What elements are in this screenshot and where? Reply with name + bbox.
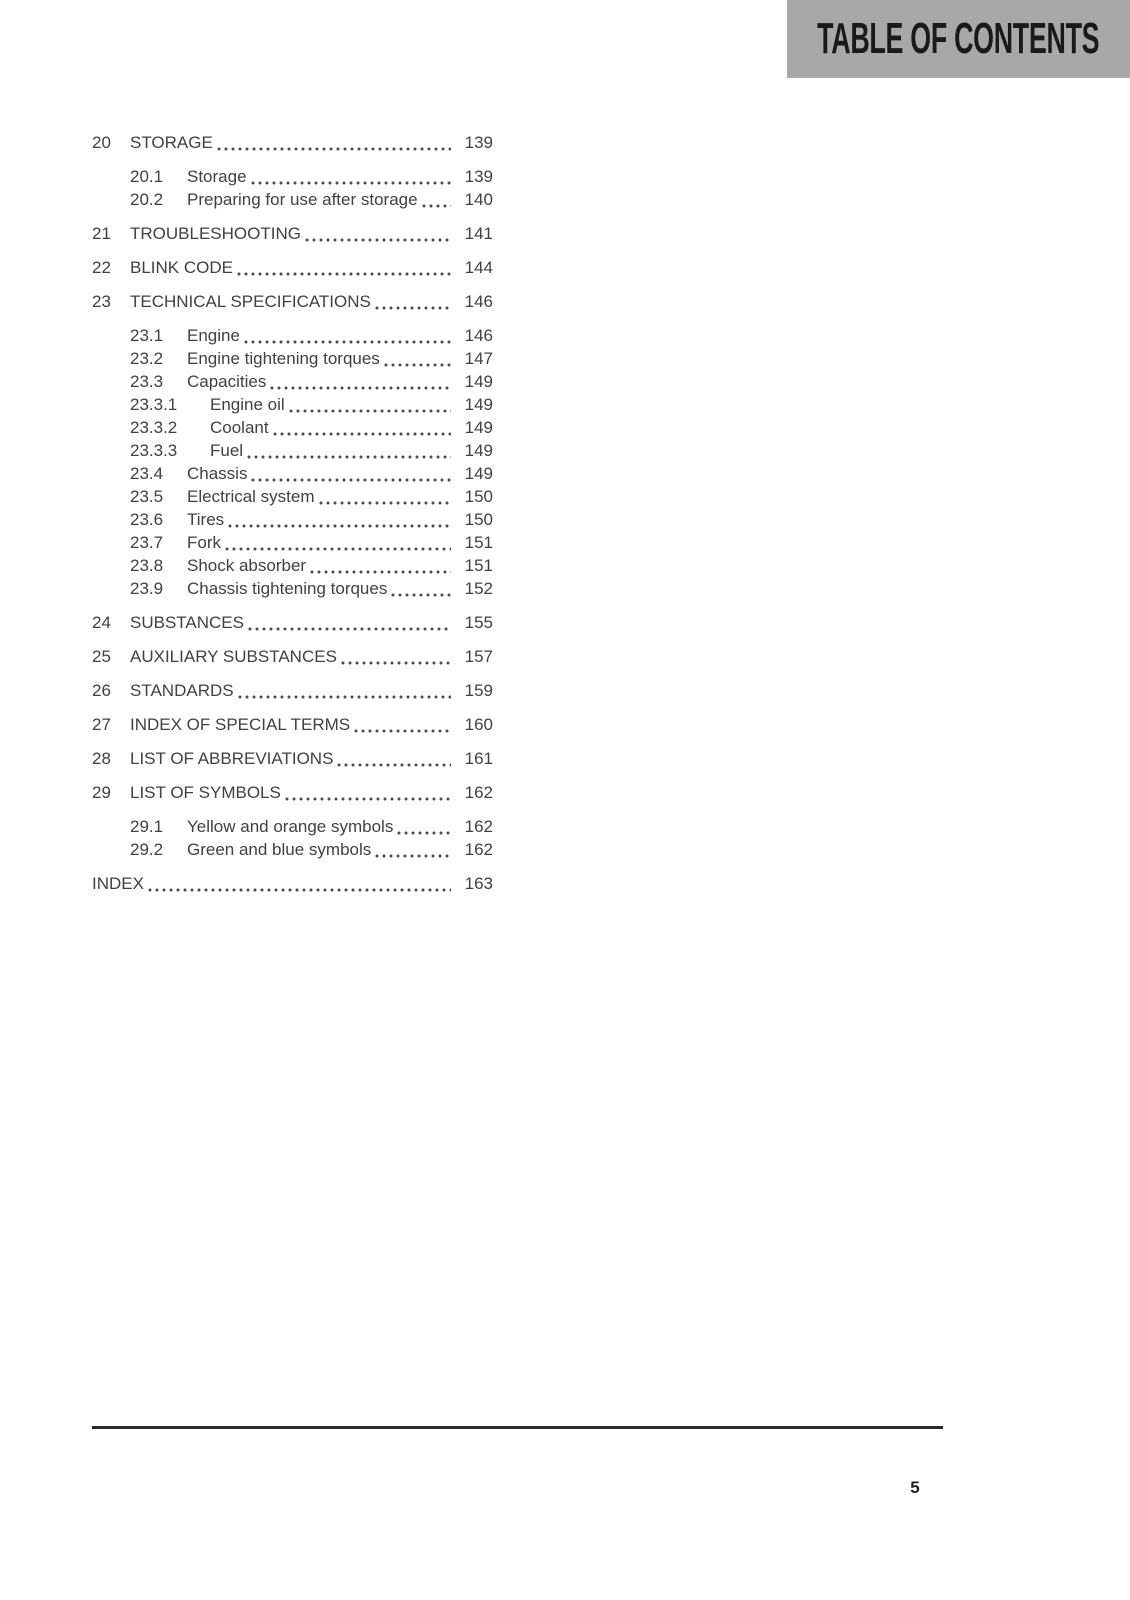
toc-dot-leader xyxy=(237,256,451,279)
toc-entry-number: 23.3.1 xyxy=(130,395,178,414)
toc-dot-leader xyxy=(228,508,451,531)
toc-entry xyxy=(92,508,493,531)
toc-dot-leader xyxy=(354,713,451,736)
toc-entry-title: Fork xyxy=(187,533,221,552)
toc-entry-page: 150 xyxy=(464,487,493,506)
toc-dot-leader xyxy=(251,165,451,188)
toc-entry-page: 151 xyxy=(464,533,493,552)
toc-entry xyxy=(92,131,493,154)
header-banner xyxy=(787,0,1130,78)
toc-entry-number: 23.3.3 xyxy=(130,441,178,460)
toc-dot-leader xyxy=(375,290,451,313)
toc-entry-title: TROUBLESHOOTING xyxy=(130,224,301,243)
toc-entry-page: 139 xyxy=(464,133,493,152)
toc-dot-leader xyxy=(244,324,451,347)
toc-entry-title: Fuel xyxy=(210,441,244,460)
toc-entry-number: 23.2 xyxy=(130,349,164,368)
toc-entry-title: INDEX xyxy=(92,874,144,893)
toc-entry-number: 29 xyxy=(92,783,111,802)
toc-entry-number: 23.7 xyxy=(130,533,164,552)
toc-entry-page: 147 xyxy=(464,349,493,368)
toc-entry-number: 23.6 xyxy=(130,510,164,529)
toc-entry-page: 162 xyxy=(464,817,493,836)
toc-dot-leader xyxy=(248,611,451,634)
toc-entry-number: 20.1 xyxy=(130,167,164,186)
toc-entry xyxy=(92,188,493,211)
toc-entry-page: 140 xyxy=(464,190,493,209)
toc-entry-page: 149 xyxy=(464,372,493,391)
toc-dot-leader xyxy=(305,222,451,245)
toc-entry xyxy=(92,462,493,485)
toc-entry-page: 146 xyxy=(464,292,493,311)
toc-entry-page: 159 xyxy=(464,681,493,700)
toc-entry xyxy=(92,290,493,313)
toc-entry-title: Yellow and orange symbols xyxy=(187,817,394,836)
toc-dot-leader xyxy=(375,838,451,861)
toc-dot-leader xyxy=(217,131,451,154)
toc-entry xyxy=(92,393,493,416)
toc-dot-leader xyxy=(251,462,451,485)
toc-entry-page: 162 xyxy=(464,783,493,802)
toc-dot-leader xyxy=(384,347,451,370)
toc-entry-page: 149 xyxy=(464,464,493,483)
toc-entry-page: 149 xyxy=(464,418,493,437)
toc-entry-title: SUBSTANCES xyxy=(130,613,244,632)
toc-entry-title: Storage xyxy=(187,167,247,186)
toc-entry-title: Tires xyxy=(187,510,225,529)
toc-entry-title: AUXILIARY SUBSTANCES xyxy=(130,647,337,666)
toc-entry-number: 21 xyxy=(92,224,111,243)
toc-entry-number: 23.4 xyxy=(130,464,164,483)
toc-entry-title: LIST OF SYMBOLS xyxy=(130,783,281,802)
toc-entry-number: 23.1 xyxy=(130,326,164,345)
toc-entry-number: 23.3 xyxy=(130,372,164,391)
toc-list xyxy=(92,120,493,906)
toc-entry-title: TECHNICAL SPECIFICATIONS xyxy=(130,292,371,311)
toc-entry-page: 162 xyxy=(464,840,493,859)
toc-entry-number: 24 xyxy=(92,613,111,632)
toc-entry-page: 160 xyxy=(464,715,493,734)
toc-entry-number: 23.3.2 xyxy=(130,418,178,437)
toc-entry-page: 157 xyxy=(464,647,493,666)
toc-entry-title: BLINK CODE xyxy=(130,258,233,277)
toc-dot-leader xyxy=(397,815,451,838)
toc-entry-number: 23.5 xyxy=(130,487,164,506)
toc-entry-number: 29.2 xyxy=(130,840,164,859)
toc-entry xyxy=(92,781,493,804)
toc-entry-title: Coolant xyxy=(210,418,269,437)
footer-rule xyxy=(92,1426,943,1429)
toc-dot-leader xyxy=(422,188,451,211)
toc-entry xyxy=(92,416,493,439)
toc-entry-number: 29.1 xyxy=(130,817,164,836)
toc-dot-leader xyxy=(273,416,451,439)
toc-entry-page: 146 xyxy=(464,326,493,345)
toc-entry-number: 23.8 xyxy=(130,556,164,575)
toc-entry-number: 20.2 xyxy=(130,190,164,209)
toc-entry-page: 141 xyxy=(464,224,493,243)
toc-entry-page: 149 xyxy=(464,395,493,414)
toc-entry-title: Engine tightening torques xyxy=(187,349,380,368)
toc-entry-page: 144 xyxy=(464,258,493,277)
toc-dot-leader xyxy=(341,645,451,668)
toc-dot-leader xyxy=(270,370,451,393)
toc-dot-leader xyxy=(391,577,451,600)
toc-entry-title: Electrical system xyxy=(187,487,315,506)
toc-entry xyxy=(92,485,493,508)
toc-entry xyxy=(92,577,493,600)
toc-dot-leader xyxy=(148,872,451,895)
toc-entry xyxy=(92,713,493,736)
toc-entry xyxy=(92,645,493,668)
toc-entry xyxy=(92,324,493,347)
toc-entry-title: STORAGE xyxy=(130,133,213,152)
toc-entry xyxy=(92,611,493,634)
toc-entry xyxy=(92,531,493,554)
toc-entry-title: Green and blue symbols xyxy=(187,840,372,859)
toc-dot-leader xyxy=(247,439,451,462)
toc-entry-title: Engine xyxy=(187,326,240,345)
page-title: TABLE OF CONTENTS xyxy=(817,14,1100,63)
toc-dot-leader xyxy=(310,554,451,577)
toc-entry-title: Engine oil xyxy=(210,395,285,414)
toc-entry xyxy=(92,256,493,279)
toc-entry-page: 163 xyxy=(464,874,493,893)
toc-entry-title: Capacities xyxy=(187,372,267,391)
toc-entry-title: STANDARDS xyxy=(130,681,234,700)
toc-dot-leader xyxy=(238,679,451,702)
toc-entry-title: Chassis tightening torques xyxy=(187,579,388,598)
toc-entry-number: 25 xyxy=(92,647,111,666)
toc-entry xyxy=(92,222,493,245)
toc-dot-leader xyxy=(319,485,451,508)
toc-dot-leader xyxy=(337,747,451,770)
toc-entry xyxy=(92,347,493,370)
toc-dot-leader xyxy=(289,393,451,416)
toc-entry xyxy=(92,679,493,702)
toc-entry-page: 151 xyxy=(464,556,493,575)
toc-entry-number: 27 xyxy=(92,715,111,734)
toc-entry-page: 161 xyxy=(464,749,493,768)
toc-entry-page: 149 xyxy=(464,441,493,460)
toc-entry-title: Shock absorber xyxy=(187,556,307,575)
toc-entry-number: 20 xyxy=(92,133,111,152)
toc-entry-title: Preparing for use after storage xyxy=(187,190,418,209)
toc-entry-page: 139 xyxy=(464,167,493,186)
toc-dot-leader xyxy=(225,531,451,554)
toc-entry xyxy=(92,165,493,188)
toc-entry xyxy=(92,872,493,895)
toc-entry-number: 23 xyxy=(92,292,111,311)
toc-entry-page: 152 xyxy=(464,579,493,598)
toc-entry-number: 26 xyxy=(92,681,111,700)
toc-entry xyxy=(92,747,493,770)
toc-entry xyxy=(92,370,493,393)
toc-entry xyxy=(92,815,493,838)
toc-dot-leader xyxy=(285,781,451,804)
toc-entry-title: Chassis xyxy=(187,464,248,483)
toc-entry-number: 28 xyxy=(92,749,111,768)
toc-entry-page: 155 xyxy=(464,613,493,632)
toc-entry xyxy=(92,554,493,577)
toc-entry-page: 150 xyxy=(464,510,493,529)
toc-entry-number: 23.9 xyxy=(130,579,164,598)
toc-entry-number: 22 xyxy=(92,258,111,277)
footer-page-number: 5 xyxy=(910,1478,920,1497)
toc-entry-title: LIST OF ABBREVIATIONS xyxy=(130,749,334,768)
toc-entry xyxy=(92,439,493,462)
toc-entry-title: INDEX OF SPECIAL TERMS xyxy=(130,715,351,734)
toc-entry xyxy=(92,838,493,861)
